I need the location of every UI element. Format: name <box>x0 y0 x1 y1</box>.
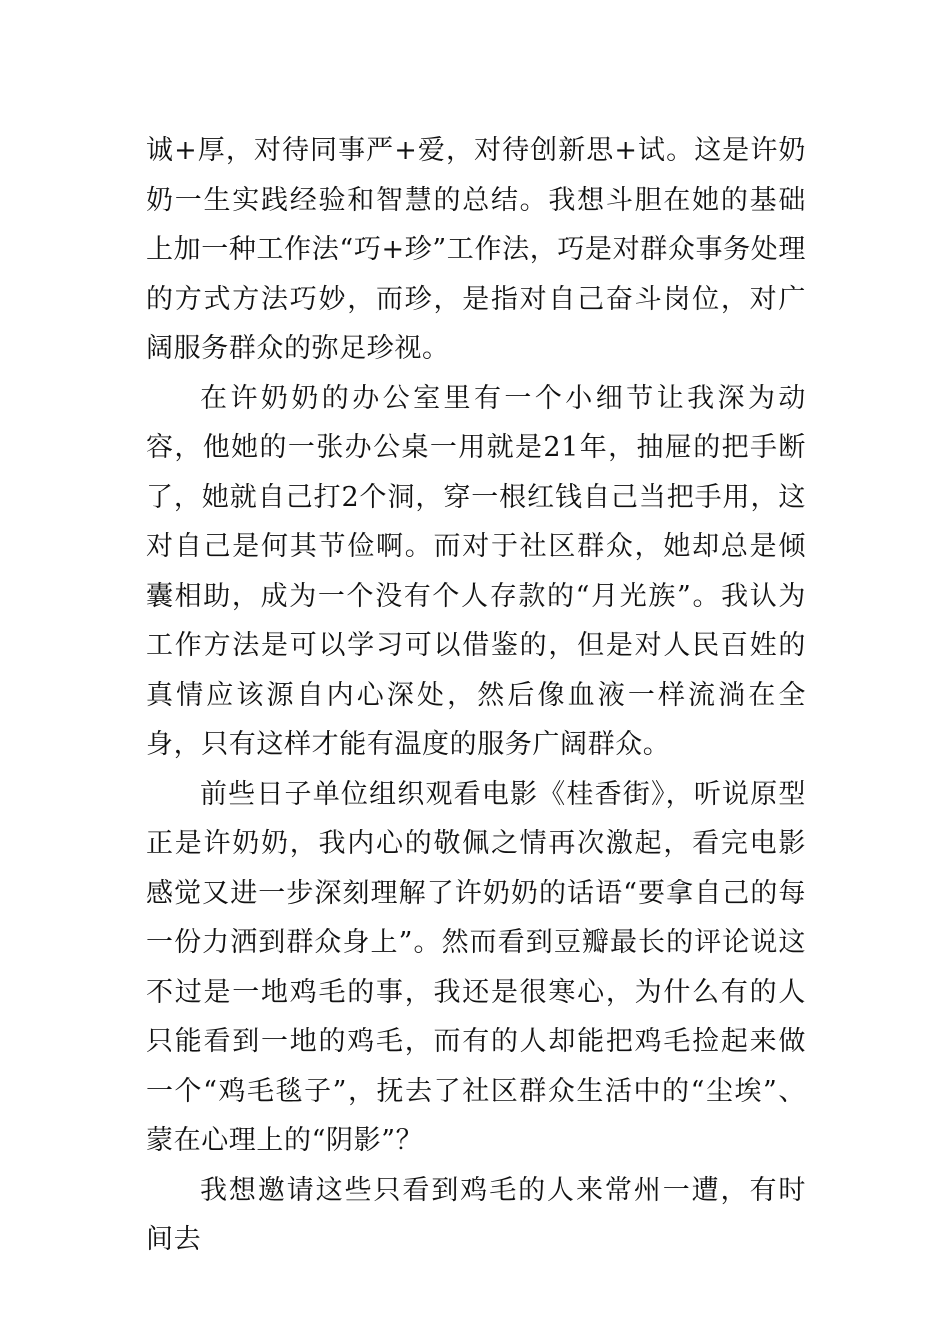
paragraph-4: 我想邀请这些只看到鸡毛的人来常州一遭，有时间去 <box>146 1174 806 1255</box>
document-body <box>146 126 806 1265</box>
paragraph-3: 前些日子单位组织观看电影《桂香街》，听说原型正是许奶奶，我内心的敬佩之情再次激起，看完电影感觉又进一步深刻理解了许奶奶的话语“要拿自己的每一份力洒到群众身上”。然而看到豆瓣最长的评论说这不过是一地鸡毛的事，我还是很寒心，为什么有的人只能看到一地的鸡毛，而有的人却能把鸡毛捡起来做一个“鸡毛毯子”，抚去了社区群众生活中的“尘埃”、蒙在心理上的“阴影”？ <box>146 778 806 1156</box>
paragraph-1: 诚+厚，对待同事严+爱，对待创新思+试。这是许奶奶一生实践经验和智慧的总结。我想斗胆在她的基础上加一种工作法“巧+珍”工作法，巧是对群众事务处理的方式方法巧妙，而珍，是指对自己奋斗岗位，对广阔服务群众的弥足珍视。 <box>146 135 806 364</box>
paragraph-2: 在许奶奶的办公室里有一个小细节让我深为动容，他她的一张办公桌一用就是21年，抽屉的把手断了，她就自己打2个洞，穿一根红钱自己当把手用，这对自己是何其节俭啊。而对于社区群众，她却总是倾囊相助，成为一个没有个人存款的“月光族”。我认为工作方法是可以学习可以借鉴的，但是对人民百姓的真情应该源自内心深处，然后像血液一样流淌在全身，只有这样才能有温度的服务广阔群众。 <box>146 382 806 760</box>
